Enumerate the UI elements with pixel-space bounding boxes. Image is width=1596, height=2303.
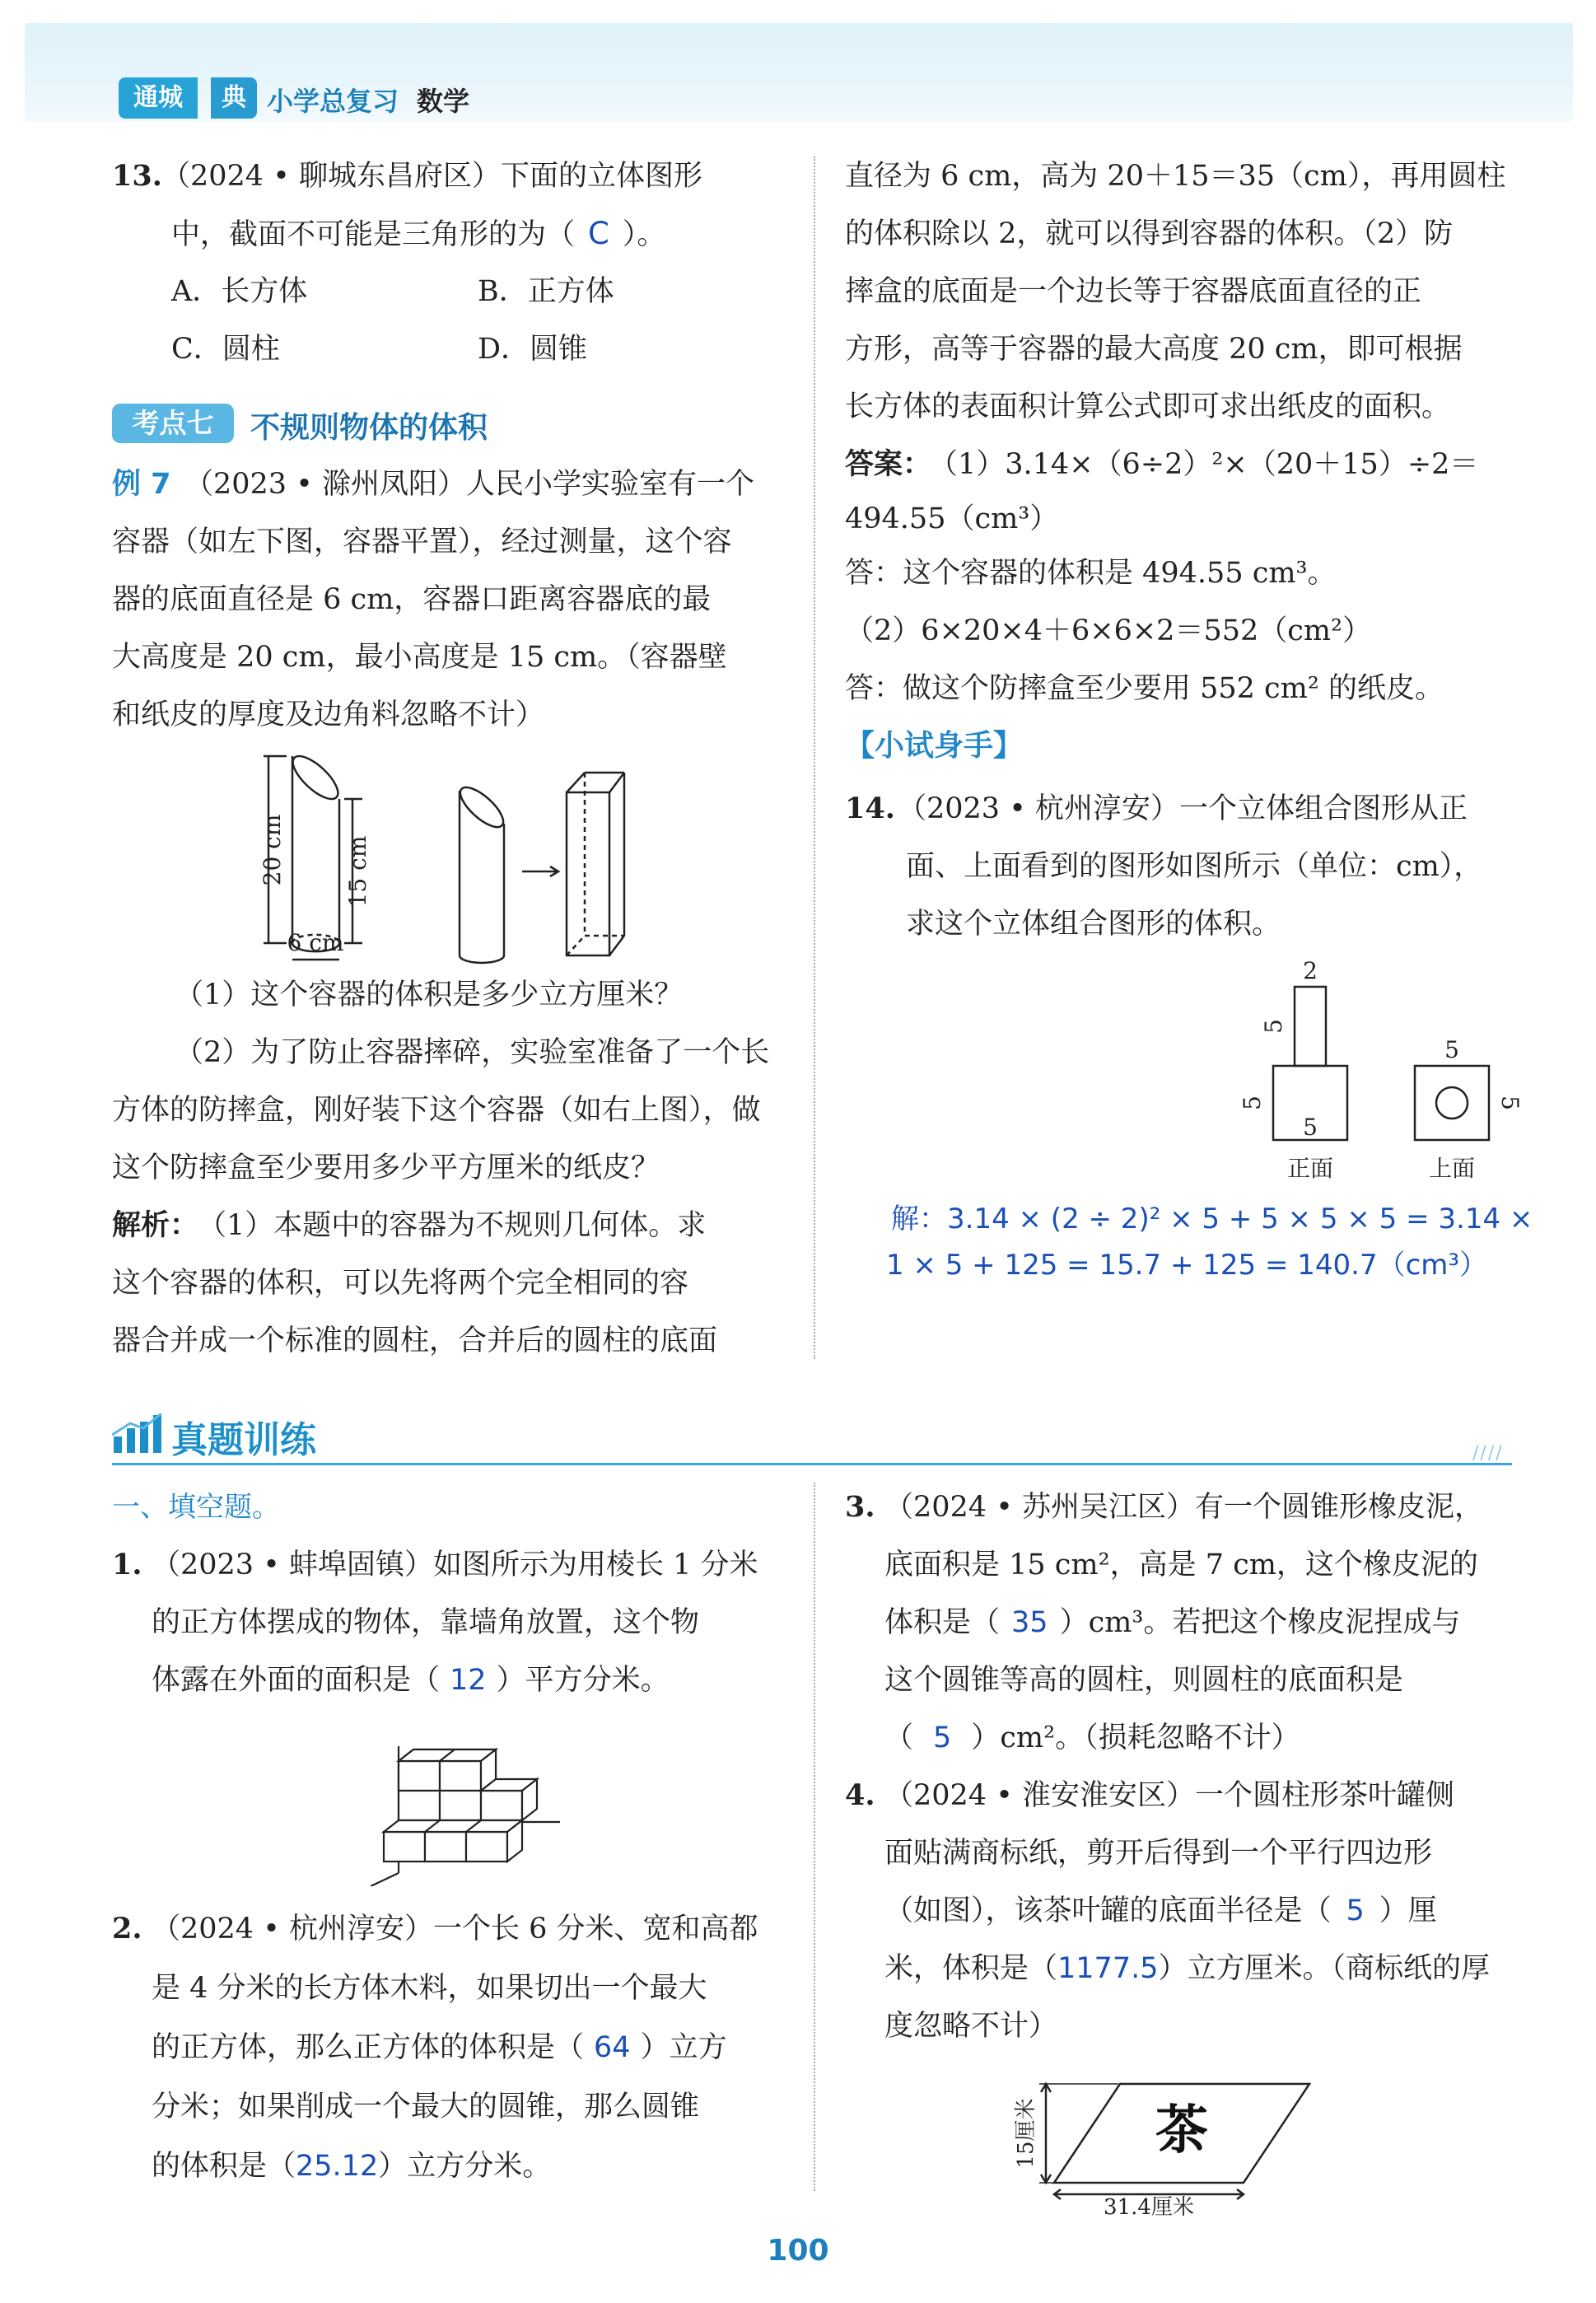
q4-label-figure — [1013, 2059, 1326, 2216]
right-analysis-line-4: 方形，高等于容器的最大高度 20 cm，即可根据 — [845, 333, 1463, 366]
label-top-width: 2 — [1303, 957, 1318, 984]
label-top-view-width: 5 — [1444, 1036, 1459, 1063]
q13-option-c: C．圆柱 — [171, 333, 280, 366]
section-decoration: //// — [1472, 1443, 1504, 1464]
q1-number: 1. — [112, 1548, 142, 1581]
label-height-min: 15 cm — [344, 835, 371, 908]
q3-line-3: 体积是（ 35 ）cm³。若把这个橡皮泥捏成与 — [884, 1606, 1461, 1639]
q2-answer-1: 64 — [594, 2031, 631, 2064]
answer-line-3: 答：这个容器的体积是 494.55 cm³。 — [845, 557, 1337, 590]
label-bottom-width: 5 — [1303, 1114, 1318, 1141]
label-bottom-height: 5 — [1239, 1095, 1266, 1110]
answer-line-5: 答：做这个防摔盒至少要用 552 cm² 的纸皮。 — [845, 672, 1444, 705]
q13-line2: 中，截面不可能是三角形的为（ C ）。 — [171, 216, 666, 251]
example7-line-2: 容器（如左下图，容器平置），经过测量，这个容 — [112, 526, 732, 558]
q2-line-4: 分米；如果削成一个最大的圆锥，那么圆锥 — [152, 2090, 700, 2123]
q1-answer: 12 — [450, 1664, 487, 1697]
answer-line-4: （2）6×20×4＋6×6×2＝552（cm²） — [845, 614, 1372, 647]
example7-line-3: 器的底面直径是 6 cm，容器口距离容器底的最 — [112, 583, 712, 616]
label-front-view: 正面 — [1286, 1155, 1334, 1182]
example7-sub1: （1）这个容器的体积是多少立方厘米？ — [175, 979, 684, 1011]
tea-character: 茶 — [1155, 2100, 1208, 2161]
page-number: 100 — [767, 2234, 829, 2268]
example7-label: 例 7 — [112, 468, 171, 501]
part1-title: 一、填空题。 — [112, 1491, 280, 1524]
example7-line-1: （2023 • 滁州凤阳）人民小学实验室有一个 — [184, 468, 754, 501]
q2-line-3: 的正方体，那么正方体的体积是（ 64 ）立方 — [152, 2031, 727, 2064]
top-view-circle — [1436, 1087, 1468, 1119]
q4-line-5: 度忽略不计） — [884, 2010, 1058, 2043]
analysis-line-3: 器合并成一个标准的圆柱，合并后的圆柱的底面 — [112, 1324, 718, 1357]
q3-line-1: （2024 • 苏州吴江区）有一个圆锥形橡皮泥， — [884, 1491, 1483, 1524]
q3-answer-2: 5 — [933, 1721, 952, 1754]
example7-line-4: 大高度是 20 cm，最小高度是 15 cm。（容器壁 — [112, 641, 727, 674]
kaodian-title: 不规则物体的体积 — [250, 411, 488, 445]
header-brand-right: 典 — [211, 77, 257, 119]
bar-chart-icon — [112, 1413, 163, 1455]
analysis-line-1: （1）本题中的容器为不规则几何体。求 — [198, 1209, 707, 1242]
q13-option-b: B．正方体 — [478, 275, 614, 308]
top-view-square — [1415, 1066, 1489, 1140]
q14-solution-line-1: 解：3.14 × (2 ÷ 2)² × 5 + 5 × 5 × 5 = 3.14 × — [891, 1203, 1533, 1236]
answer-line-2: 494.55（cm³） — [845, 502, 1059, 535]
q1-line-3: 体露在外面的面积是（ 12 ）平方分米。 — [152, 1664, 670, 1697]
header-series-title: 小学总复习 — [267, 86, 399, 117]
q1-cube-figure — [362, 1721, 568, 1886]
q2-line-5: 的体积是（25.12）立方分米。 — [152, 2150, 552, 2183]
q14-line-1: （2023 • 杭州淳安）一个立体组合图形从正 — [898, 792, 1468, 825]
right-analysis-line-5: 长方体的表面积计算公式即可求出纸皮的面积。 — [845, 390, 1451, 423]
q13-option-a: A．长方体 — [171, 275, 308, 308]
example7-line-5: 和纸皮的厚度及边角料忽略不计） — [112, 698, 545, 731]
label-top-view: 上面 — [1428, 1155, 1476, 1182]
header-brand-left: 通城 — [119, 77, 198, 119]
example7-sub2-line-1: （2）为了防止容器摔碎，实验室准备了一个长 — [175, 1036, 770, 1069]
q3-line-2: 底面积是 15 cm²，高是 7 cm，这个橡皮泥的 — [884, 1549, 1478, 1581]
label-top-view-height: 5 — [1496, 1095, 1524, 1110]
q14-solution-line-2: 1 × 5 + 125 = 15.7 + 125 = 140.7（cm³） — [886, 1249, 1488, 1282]
label-diameter: 6 cm — [287, 929, 344, 956]
q4-line-2: 面贴满商标纸，剪开后得到一个平行四边形 — [884, 1837, 1433, 1870]
q2-line-1: （2024 • 杭州淳安）一个长 6 分米、宽和高都 — [152, 1913, 758, 1946]
q4-line-4: 米，体积是（1177.5）立方厘米。（商标纸的厚 — [884, 1952, 1490, 1985]
q4-answer-2: 1177.5 — [1057, 1952, 1159, 1985]
q13-answer: C — [588, 216, 609, 251]
protective-box-front — [567, 792, 609, 955]
header-subject: 数学 — [417, 86, 470, 117]
q3-number: 3. — [845, 1490, 875, 1524]
label-top-height: 5 — [1260, 1019, 1287, 1034]
q2-answer-2: 25.12 — [296, 2150, 379, 2183]
try-it-title: 【小试身手】 — [845, 729, 1024, 763]
q4-number: 4. — [845, 1778, 875, 1812]
q4-line-1: （2024 • 淮安淮安区）一个圆柱形茶叶罐侧 — [884, 1779, 1454, 1812]
q1-line-2: 的正方体摆成的物体，靠墙角放置，这个物 — [152, 1606, 700, 1639]
example7-sub2-line-2: 方体的防摔盒，刚好装下这个容器（如右上图），做 — [112, 1094, 761, 1127]
column-divider — [814, 156, 815, 1359]
q1-line-1: （2023 • 蚌埠固镇）如图所示为用棱长 1 分米 — [152, 1549, 758, 1581]
example7-figure — [247, 741, 626, 972]
q2-number: 2. — [112, 1912, 142, 1946]
q3-line-4: 这个圆锥等高的圆柱，则圆柱的底面积是 — [884, 1664, 1404, 1697]
front-view-top-rect — [1295, 987, 1326, 1066]
q14-number: 14. — [845, 792, 895, 825]
q3-answer-1: 35 — [1011, 1606, 1048, 1639]
q3-line-5: （ 5 ）cm²。（损耗忽略不计） — [884, 1721, 1300, 1754]
answer-label: 答案： — [845, 447, 932, 481]
right-analysis-line-1: 直径为 6 cm，高为 20＋15＝35（cm），再用圆柱 — [845, 160, 1506, 193]
kaodian-badge: 考点七 — [112, 404, 234, 443]
q13-option-d: D．圆锥 — [478, 333, 588, 366]
label-height-max: 20 cm — [259, 814, 286, 886]
q13-line1: （2024 • 聊城东昌府区）下面的立体图形 — [161, 160, 702, 193]
answer-line-1: （1）3.14×（6÷2）²×（20＋15）÷2＝ — [929, 448, 1479, 481]
example7-sub2-line-3: 这个防摔盒至少要用多少平方厘米的纸皮？ — [112, 1152, 660, 1184]
q14-figure — [1227, 955, 1524, 1186]
page-header — [25, 23, 1573, 122]
analysis-label: 解析： — [112, 1208, 199, 1242]
q4-line-3: （如图），该茶叶罐的底面半径是（ 5 ）厘 — [884, 1894, 1437, 1927]
right-analysis-line-3: 摔盒的底面是一个边长等于容器底面直径的正 — [845, 275, 1422, 308]
column-divider-lower — [814, 1483, 815, 2191]
label-height-15: 15厘米 — [1014, 2098, 1038, 2169]
q4-answer-1: 5 — [1346, 1894, 1365, 1927]
container-slant-top — [287, 750, 344, 806]
q2-line-2: 是 4 分米的长方体木料，如果切出一个最大 — [152, 1972, 707, 2005]
q14-line-3: 求这个立体组合图形的体积。 — [906, 908, 1281, 941]
q13-number: 13. — [112, 159, 162, 193]
label-base-31-4: 31.4厘米 — [1104, 2195, 1194, 2216]
q14-line-2: 面、上面看到的图形如图所示（单位：cm）， — [906, 850, 1483, 883]
right-analysis-line-2: 的体积除以 2，就可以得到容器的体积。（2）防 — [845, 217, 1454, 250]
section-rule — [112, 1463, 1512, 1465]
analysis-line-2: 这个容器的体积，可以先将两个完全相同的容 — [112, 1267, 689, 1300]
section-title: 真题训练 — [171, 1419, 316, 1461]
